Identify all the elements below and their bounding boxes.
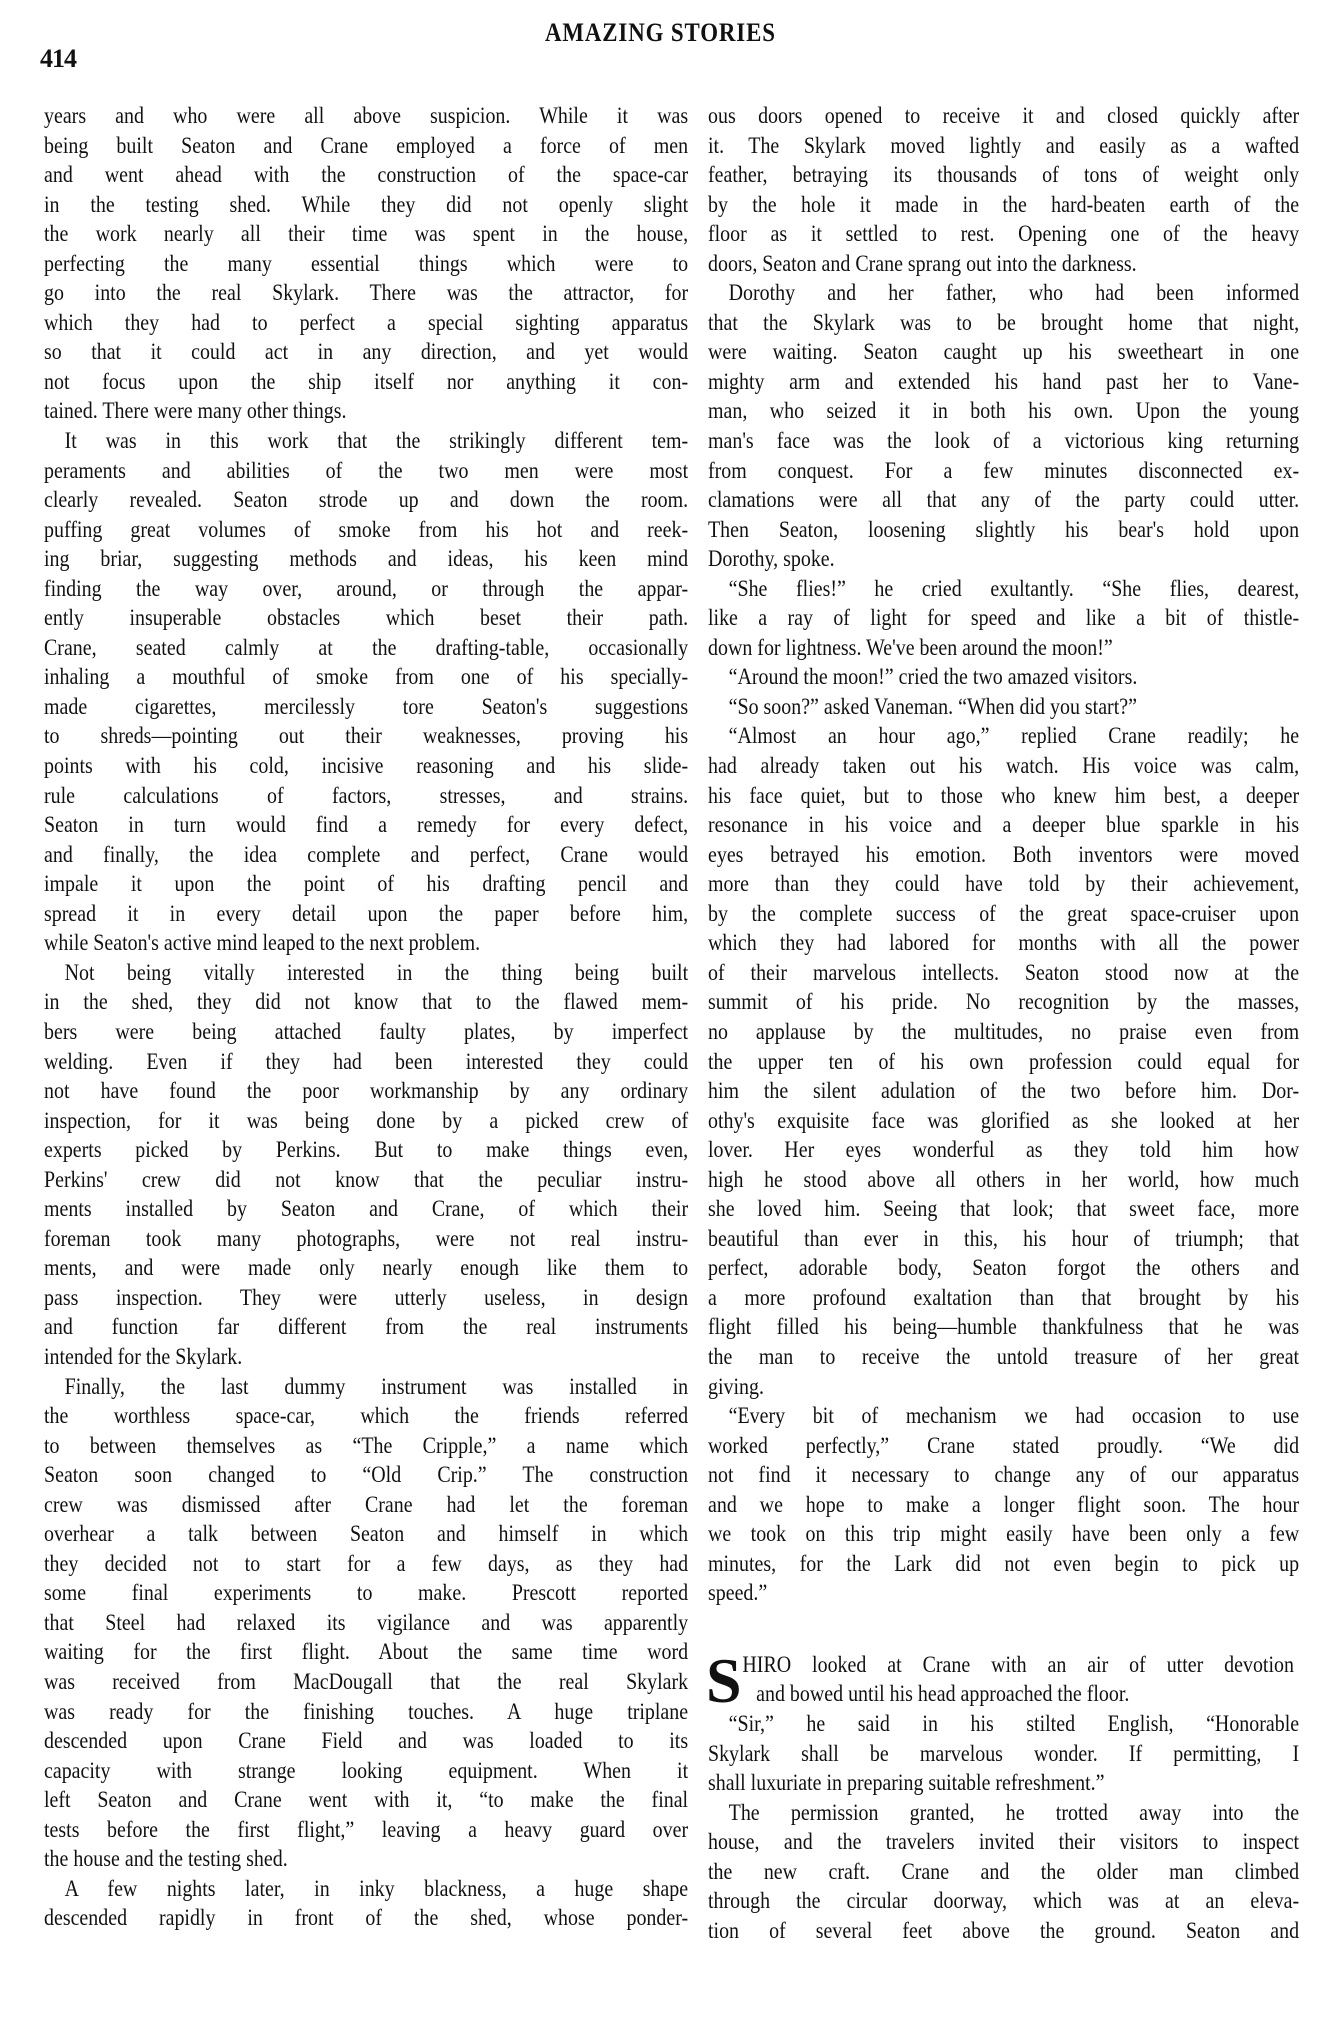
text-line: the house and the testing shed. (44, 1846, 288, 1873)
text-line: tests before the first flight,” leaving a heavy guard over (44, 1816, 689, 1843)
text-line: the upper ten of his own profession could equal for (708, 1048, 1300, 1075)
text-line: Crane, seated calmly at the drafting-table, occasionally (44, 634, 689, 661)
text-line: waiting for the first flight. About the same time word (44, 1639, 689, 1666)
text-line: Then Seaton, loosening slightly his bear's hold upon (708, 516, 1300, 543)
text-line: Skylark shall be marvelous wonder. If permitting, I (708, 1740, 1300, 1767)
text-line: “Sir,” he said in his stilted English, “Honorable (728, 1710, 1300, 1737)
text-line: they decided not to start for a few days, as they had (44, 1550, 689, 1577)
text-line: by the complete success of the great space-cruiser upon (708, 900, 1300, 927)
text-line: go into the real Skylark. There was the attractor, for (44, 280, 689, 307)
text-line: the new craft. Crane and the older man climbed (708, 1858, 1300, 1885)
text-line: finding the way over, around, or through the appar- (44, 575, 689, 602)
text-line: Not being vitally interested in the thing being built (64, 959, 689, 986)
text-line: house, and the travelers invited their visitors to inspect (708, 1829, 1300, 1856)
text-line: clamations were all that any of the party could utter. (708, 487, 1300, 514)
text-line: of their marvelous intellects. Seaton stood now at the (708, 959, 1300, 986)
text-line: inspection, for it was being done by a picked crew of (44, 1107, 689, 1134)
text-line: tion of several feet above the ground. Seaton and (708, 1917, 1300, 1944)
text-line: him the silent adulation of the two before him. Dor- (708, 1078, 1300, 1105)
text-line: Seaton soon changed to “Old Crip.” The construction (44, 1462, 689, 1489)
text-line: speed.” (708, 1580, 768, 1607)
text-line: clearly revealed. Seaton strode up and down the room. (44, 487, 689, 514)
text-line: Dorothy, spoke. (708, 546, 835, 573)
text-line: made cigarettes, mercilessly tore Seaton's suggestions (44, 693, 689, 720)
text-line: summit of his pride. No recognition by the masses, (708, 989, 1300, 1016)
text-line: overhear a talk between Seaton and himself in which (44, 1521, 689, 1548)
section-break-gap (708, 1609, 1299, 1651)
text-line: to between themselves as “The Cripple,” a name which (44, 1432, 689, 1459)
text-line: man, who seized it in both his own. Upon the young (708, 398, 1300, 425)
text-line: points with his cold, incisive reasoning and his slide- (44, 753, 689, 780)
text-line: not find it necessary to change any of our apparatus (708, 1462, 1300, 1489)
text-line: years and who were all above suspicion. While it was (44, 103, 689, 129)
text-line: resonance in his voice and a deeper blue sparkle in his (708, 812, 1300, 839)
text-line: peraments and abilities of the two men were most (44, 457, 689, 484)
text-line: inhaling a mouthful of smoke from one of his specially- (44, 664, 689, 691)
text-line: HIRO looked at Crane with an air of utter devotion (742, 1651, 1294, 1678)
left-column (44, 102, 688, 1934)
text-line: some final experiments to make. Prescott reported (44, 1580, 689, 1607)
text-line: the man to receive the untold treasure of her great (708, 1343, 1300, 1370)
text-line: and we hope to make a longer flight soon. The hour (708, 1491, 1300, 1518)
text-line: beautiful than ever in this, his hour of triumph; that (708, 1225, 1300, 1252)
text-line: Finally, the last dummy instrument was installed in (64, 1373, 689, 1400)
text-line: welding. Even if they had been interested they could (44, 1048, 689, 1075)
text-line: more than they could have told by their achievement, (708, 871, 1300, 898)
text-line: “Almost an hour ago,” replied Crane readily; he (728, 723, 1300, 750)
dropcap-letter: S (706, 1644, 742, 1716)
text-line: intended for the Skylark. (44, 1343, 243, 1370)
text-line: and went ahead with the construction of the space-car (44, 162, 689, 189)
text-line: ments installed by Seaton and Crane, of which their (44, 1196, 689, 1223)
text-line: it. The Skylark moved lightly and easily as a wafted (708, 132, 1300, 159)
text-line: It was in this work that the strikingly different tem- (64, 428, 689, 455)
text-line: Dorothy and her father, who had been informed (728, 280, 1300, 307)
magazine-title: AMAZING STORIES (545, 18, 776, 47)
text-line: impale it upon the point of his drafting pencil and (44, 871, 689, 898)
text-line: down for lightness. We've been around the moon!” (708, 634, 1113, 661)
text-line: Perkins' crew did not know that the peculiar instru- (44, 1166, 689, 1193)
text-line: rule calculations of factors, stresses, and strains. (44, 782, 689, 809)
text-line: crew was dismissed after Crane had let the foreman (44, 1491, 689, 1518)
text-line: man's face was the look of a victorious king returning (708, 428, 1300, 455)
text-line: experts picked by Perkins. But to make things even, (44, 1137, 689, 1164)
text-line: Seaton in turn would find a remedy for every defect, (44, 812, 689, 839)
text-line: while Seaton's active mind leaped to the next problem. (44, 930, 481, 957)
text-line: descended rapidly in front of the shed, whose ponder- (44, 1905, 689, 1932)
text-line: ments, and were made only nearly enough like them to (44, 1255, 689, 1282)
text-line: through the circular doorway, which was at an eleva- (708, 1888, 1300, 1915)
text-line: she loved him. Seeing that look; that sweet face, more (708, 1196, 1300, 1223)
text-line: high he stood above all others in her world, how much (708, 1166, 1300, 1193)
text-line: mighty arm and extended his hand past her to Vane- (708, 368, 1300, 395)
text-line: so that it could act in any direction, and yet would (44, 339, 689, 366)
text-line: “Every bit of mechanism we had occasion to use (728, 1403, 1300, 1430)
text-line: not focus upon the ship itself nor anything it con- (44, 368, 689, 395)
text-line: his face quiet, but to those who knew him best, a deeper (708, 782, 1300, 809)
text-line: giving. (708, 1373, 764, 1400)
text-line: puffing great volumes of smoke from his hot and reek- (44, 516, 689, 543)
text-line: doors, Seaton and Crane sprang out into the darkness. (708, 250, 1137, 277)
text-line: descended upon Crane Field and was loaded to its (44, 1728, 689, 1755)
text-line: in the testing shed. While they did not openly slight (44, 191, 689, 218)
text-line: not have found the poor workmanship by any ordinary (44, 1078, 689, 1105)
text-line: in the shed, they did not know that to the flawed mem- (44, 989, 689, 1016)
text-line: “So soon?” asked Vaneman. “When did you start?” (728, 693, 1137, 720)
text-line: spread it in every detail upon the paper before him, (44, 900, 689, 927)
text-line: had already taken out his watch. His voice was calm, (708, 753, 1300, 780)
text-line: which they had labored for months with all the power (708, 930, 1300, 957)
text-line: ous doors opened to receive it and closed quickly after (708, 103, 1300, 129)
text-line: ing briar, suggesting methods and ideas, his keen mind (44, 546, 689, 573)
text-line: pass inspection. They were utterly useless, in design (44, 1284, 689, 1311)
text-line: capacity with strange looking equipment. When it (44, 1757, 689, 1784)
text-line: “She flies!” he cried exultantly. “She flies, dearest, (728, 575, 1300, 602)
dropcap-paragraph (706, 1644, 1299, 1716)
text-line: were waiting. Seaton caught up his sweetheart in one (708, 339, 1300, 366)
text-line: foreman took many photographs, were not real instru- (44, 1225, 689, 1252)
text-line: flight filled his being—humble thankfulness that he was (708, 1314, 1300, 1341)
text-line: tained. There were many other things. (44, 398, 347, 425)
text-line: shall luxuriate in preparing suitable refreshment.” (708, 1770, 1105, 1797)
text-line: was received from MacDougall that the real Skylark (44, 1668, 689, 1695)
text-line: the work nearly all their time was spent in the house, (44, 221, 689, 248)
page-header (0, 14, 1336, 74)
page-number: 414 (40, 44, 76, 73)
text-line: to shreds—pointing out their weaknesses, proving his (44, 723, 689, 750)
text-line: perfect, adorable body, Seaton forgot the others and (708, 1255, 1300, 1282)
text-line: and finally, the idea complete and perfect, Crane would (44, 841, 689, 868)
text-line: a more profound exaltation than that brought by his (708, 1284, 1300, 1311)
text-line: A few nights later, in inky blackness, a huge shape (64, 1875, 689, 1902)
text-line: left Seaton and Crane went with it, “to make the final (44, 1787, 689, 1814)
text-line: perfecting the many essential things which were to (44, 250, 689, 277)
text-line: by the hole it made in the hard-beaten earth of the (708, 191, 1300, 218)
text-line: the worthless space-car, which the friends referred (44, 1403, 689, 1430)
text-line: eyes betrayed his emotion. Both inventors were moved (708, 841, 1300, 868)
text-line: like a ray of light for speed and like a bit of thistle- (708, 605, 1300, 632)
text-line: worked perfectly,” Crane stated proudly. “We did (708, 1432, 1300, 1459)
text-line: feather, betraying its thousands of tons of weight only (708, 162, 1300, 189)
text-line: othy's exquisite face was glorified as she looked at her (708, 1107, 1300, 1134)
text-line: lover. Her eyes wonderful as they told him how (708, 1137, 1300, 1164)
text-line: was ready for the finishing touches. A huge triplane (44, 1698, 689, 1725)
text-line: ently insuperable obstacles which beset their path. (44, 605, 689, 632)
text-line: floor as it settled to rest. Opening one of the heavy (708, 221, 1300, 248)
text-line: we took on this trip might easily have been only a few (708, 1521, 1300, 1548)
text-line: that the Skylark was to be brought home that night, (708, 309, 1300, 336)
text-line: no applause by the multitudes, no praise even from (708, 1018, 1300, 1045)
text-line: The permission granted, he trotted away into the (728, 1799, 1300, 1826)
text-line: bers were being attached faulty plates, by imperfect (44, 1018, 689, 1045)
text-line: being built Seaton and Crane employed a force of men (44, 132, 689, 159)
right-column (708, 102, 1299, 1946)
text-line: minutes, for the Lark did not even begin to pick up (708, 1550, 1300, 1577)
text-line: and bowed until his head approached the floor. (756, 1681, 1130, 1708)
text-line: “Around the moon!” cried the two amazed visitors. (728, 664, 1138, 691)
text-line: which they had to perfect a special sighting apparatus (44, 309, 689, 336)
text-line: from conquest. For a few minutes disconnected ex- (708, 457, 1300, 484)
text-line: that Steel had relaxed its vigilance and was apparently (44, 1609, 689, 1636)
text-line: and function far different from the real instruments (44, 1314, 689, 1341)
